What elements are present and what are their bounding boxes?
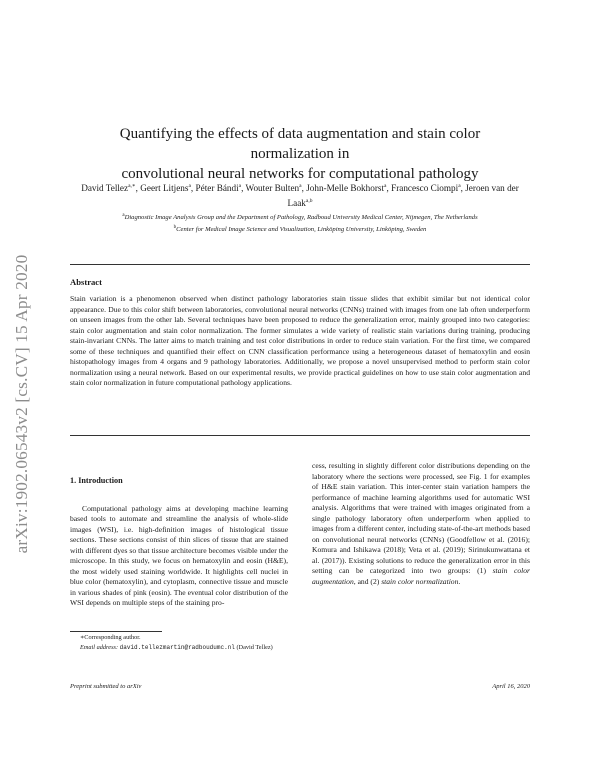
intro-paragraph-continued: cess, resulting in slightly different color distributions depending on the laboratory where the sections were processed, see Fig. 1 for examples of H&E stain variation. This inter-center stain variation hampers the performance of machine learning algorithms used for automatic WSI analysis. Algorithms that were trained with images originated from a single pathology laboratory often underperform when applied to images from a different center, including state-of-the-art methods based on convolutional neural networks (CNNs) (Goodfellow et al. (2016); Komura and Ishikawa (2018); Veta et al. (2019); Sirinukunwattana et al. (2017)). Existing solutions to reduce the generalization error in this setting can be categorized into two groups: (1) stain color augmentation, and (2) stain color normalization. xyxy=(312,461,530,586)
footnote-email: Email address: david.tellezmartin@radboudumc.nl (David Tellez) xyxy=(80,643,273,651)
author-list: David Tellez$^{a,∗}$, Geert Litjens$^a$, Péter Bándi$^a$, Wouter Bulten$^a$, John-Melle Bokhorst$^a$, Francesco Ciompi$^a$, Jeroen van der Laak$^{a,b}$ xyxy=(81,183,519,209)
footnote-rule xyxy=(70,631,162,632)
author: Jeroen van der Laak$^{a,b}$ xyxy=(287,183,519,209)
affiliations xyxy=(60,211,540,234)
title-line-2: convolutional neural networks for computational pathology xyxy=(121,166,479,182)
footer-preprint-note: Preprint submitted to arXiv xyxy=(70,683,142,690)
title-line-1: Quantifying the effects of data augmentation and stain color normalization in xyxy=(119,126,481,162)
left-column xyxy=(70,476,288,609)
abstract-top-rule xyxy=(70,264,530,265)
section-heading-introduction: 1. Introduction xyxy=(70,476,123,485)
emphasis-normalization: stain color normalization xyxy=(381,576,459,586)
arxiv-identifier-stamp xyxy=(10,204,34,604)
footnote-corresponding: ∗Corresponding author. xyxy=(80,634,141,641)
author: David Tellez$^{a,∗}$ xyxy=(81,183,136,194)
abstract-text: Stain variation is a phenomenon observed when distinct pathology laboratories stain tissue slides that exhibit similar but not identical color appearance. Due to this color shift between laboratories, convolutional neural networks (CNNs) trained with images from one lab often underperform on unseen images from the other lab. Several techniques have been proposed to reduce the generalization error, mainly grouped into two categories: stain color augmentation and stain color normalization. The former simulates a wide variety of realistic stain variations during training, producing stain-invariant CNNs. The latter aims to match training and test color distributions in order to reduce stain variation. For the first time, we compared some of these techniques and quantified their effect on CNN classification performance using a heterogeneous dataset of hematoxylin and eosin histopathology images from 4 organs and 9 pathology laboratories. Additionally, we propose a novel unsupervised method to perform stain color normalization using a neural network. Based on our experimental results, we provide practical guidelines on how to use stain color augmentation and stain color normalization in future computational pathology applications. xyxy=(70,294,530,387)
affiliation: $^a$Diagnostic Image Analysis Group and the Department of Pathology, Radboud University Medical Center, Nijmegen, The Netherlands xyxy=(122,213,478,222)
affiliation: $^b$Center for Medical Image Science and Visualization, Linköping University, Linköping, Sweden xyxy=(173,224,427,233)
footer-date: April 16, 2020 xyxy=(492,683,530,690)
emphasis-augmentation: stain color augmentation xyxy=(312,566,530,586)
arxiv-identifier-text: arXiv:1902.06543v2 [cs.CV] 15 Apr 2020 xyxy=(12,254,31,554)
email-link[interactable]: david.tellezmartin@radboudumc.nl xyxy=(119,643,235,651)
author: Geert Litjens$^a$ xyxy=(140,183,191,194)
author: Wouter Bulten$^a$ xyxy=(245,183,302,194)
author: Péter Bándi$^a$ xyxy=(195,183,242,194)
paper-title xyxy=(90,124,510,184)
author: John-Melle Bokhorst$^a$ xyxy=(306,183,387,194)
right-column xyxy=(312,461,530,587)
intro-paragraph: Computational pathology aims at developing machine learning based tools to automate and streamline the analysis of whole-slide images (WSI), i.e. high-definition images of histological tissue sections. These sections consist of thin slices of tissue that are stained with different dyes so that tissue architecture becomes visible under the microscope. In this study, we focus on hematoxylin and eosin (H&E), the most widely used staining worldwide. It highlights cell nuclei in blue color (hematoxylin), and cytoplasm, connective tissue and muscle in various shades of pink (eosin). The eventual color distribution of the WSI depends on multiple steps of the staining pro- xyxy=(70,503,288,607)
abstract-bottom-rule xyxy=(70,435,530,436)
author: Francesco Ciompi$^a$ xyxy=(391,183,461,194)
footnote xyxy=(70,633,288,652)
abstract-heading: Abstract xyxy=(70,277,102,287)
